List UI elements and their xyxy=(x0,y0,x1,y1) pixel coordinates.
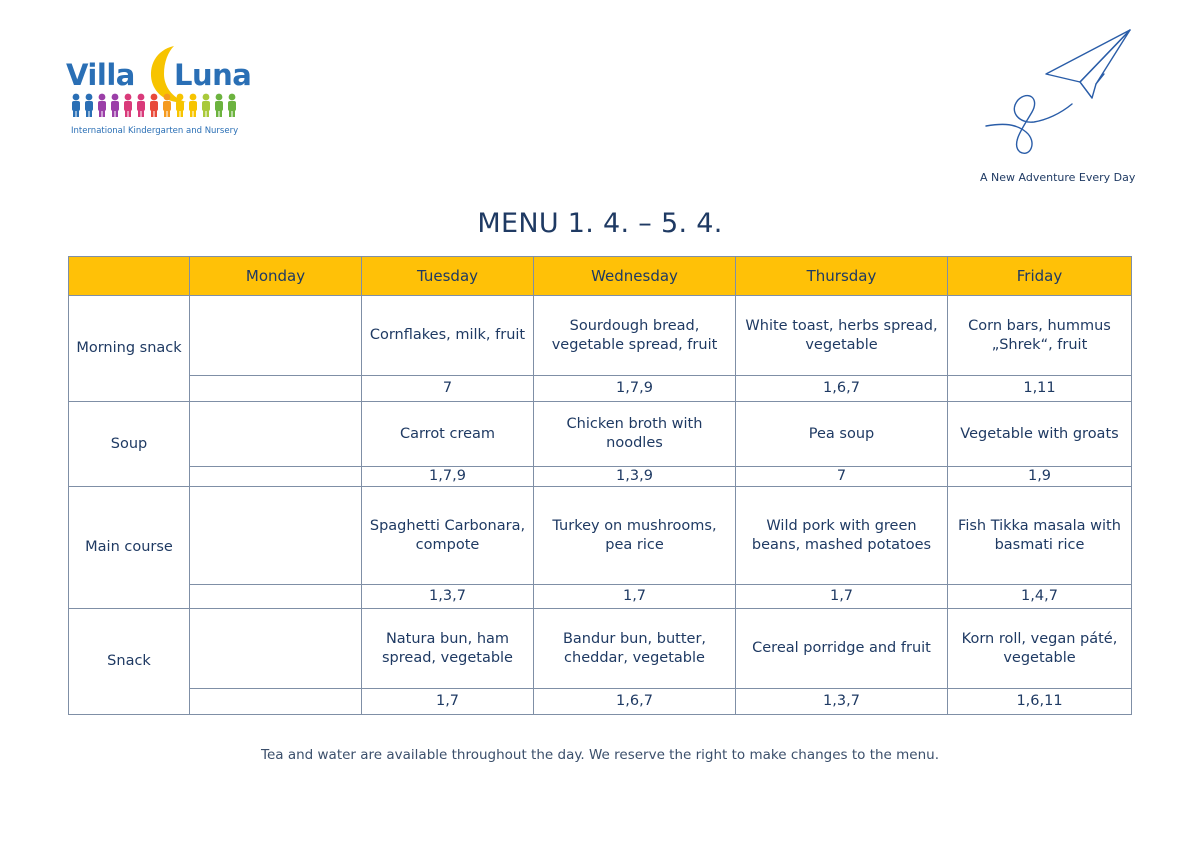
allergen-cell: 1,6,7 xyxy=(736,376,948,402)
allergen-row xyxy=(69,689,1132,715)
slogan: A New Adventure Every Day xyxy=(980,171,1136,184)
menu-cell: Wild pork with green beans, mashed potatoes xyxy=(736,487,948,585)
allergen-cell: 1,4,7 xyxy=(948,585,1132,609)
menu-cell: Chicken broth with noodles xyxy=(534,402,736,467)
allergen-cell: 1,6,11 xyxy=(948,689,1132,715)
meal-label: Snack xyxy=(69,609,190,715)
header-monday: Monday xyxy=(190,257,362,296)
allergen-cell: 7 xyxy=(736,467,948,487)
menu-cell: White toast, herbs spread, vegetable xyxy=(736,296,948,376)
allergen-cell: 7 xyxy=(362,376,534,402)
logo-villa-text: Villa xyxy=(66,58,135,92)
allergen-cell: 1,3,7 xyxy=(362,585,534,609)
allergen-cell: 1,7,9 xyxy=(534,376,736,402)
menu-cell: Sourdough bread, vegetable spread, fruit xyxy=(534,296,736,376)
page-title: MENU 1. 4. – 5. 4. xyxy=(477,208,723,239)
header-thursday: Thursday xyxy=(736,257,948,296)
villa-luna-logo xyxy=(62,40,252,140)
menu-table xyxy=(68,256,1132,715)
logo-tagline: International Kindergarten and Nursery xyxy=(71,126,239,136)
table-row xyxy=(69,296,1132,376)
allergen-cell: 1,7 xyxy=(362,689,534,715)
table-row xyxy=(69,609,1132,689)
allergen-cell xyxy=(190,585,362,609)
allergen-row xyxy=(69,376,1132,402)
header-corner xyxy=(69,257,190,296)
menu-cell: Natura bun, ham spread, vegetable xyxy=(362,609,534,689)
menu-cell: Cereal porridge and fruit xyxy=(736,609,948,689)
meal-label: Soup xyxy=(69,402,190,487)
allergen-cell: 1,3,9 xyxy=(534,467,736,487)
footer-note: Tea and water are available throughout the day. We reserve the right to make changes to the menu. xyxy=(261,747,939,763)
allergen-cell: 1,7 xyxy=(736,585,948,609)
menu-cell: Turkey on mushrooms, pea rice xyxy=(534,487,736,585)
meal-label: Morning snack xyxy=(69,296,190,402)
header-wednesday: Wednesday xyxy=(534,257,736,296)
meal-label: Main course xyxy=(69,487,190,609)
menu-cell: Corn bars, hummus „Shrek“, fruit xyxy=(948,296,1132,376)
menu-cell: Korn roll, vegan páté, vegetable xyxy=(948,609,1132,689)
allergen-cell: 1,9 xyxy=(948,467,1132,487)
menu-cell: Cornflakes, milk, fruit xyxy=(362,296,534,376)
allergen-cell: 1,11 xyxy=(948,376,1132,402)
allergen-row xyxy=(69,467,1132,487)
header-friday: Friday xyxy=(948,257,1132,296)
header-row xyxy=(69,257,1132,296)
allergen-cell xyxy=(190,689,362,715)
paper-plane-icon xyxy=(980,26,1140,161)
menu-cell xyxy=(190,609,362,689)
menu-cell xyxy=(190,402,362,467)
allergen-cell: 1,6,7 xyxy=(534,689,736,715)
allergen-cell xyxy=(190,467,362,487)
menu-cell: Spaghetti Carbonara, compote xyxy=(362,487,534,585)
table-row xyxy=(69,402,1132,467)
header-tuesday: Tuesday xyxy=(362,257,534,296)
allergen-cell: 1,7,9 xyxy=(362,467,534,487)
menu-cell: Carrot cream xyxy=(362,402,534,467)
allergen-row xyxy=(69,585,1132,609)
logo-luna-text: Luna xyxy=(174,58,252,92)
table-row xyxy=(69,487,1132,585)
allergen-cell: 1,3,7 xyxy=(736,689,948,715)
menu-cell: Pea soup xyxy=(736,402,948,467)
children-row-icon xyxy=(70,92,240,118)
menu-cell xyxy=(190,296,362,376)
allergen-cell: 1,7 xyxy=(534,585,736,609)
menu-cell: Bandur bun, butter, cheddar, vegetable xyxy=(534,609,736,689)
menu-cell: Vegetable with groats xyxy=(948,402,1132,467)
menu-cell: Fish Tikka masala with basmati rice xyxy=(948,487,1132,585)
allergen-cell xyxy=(190,376,362,402)
menu-cell xyxy=(190,487,362,585)
